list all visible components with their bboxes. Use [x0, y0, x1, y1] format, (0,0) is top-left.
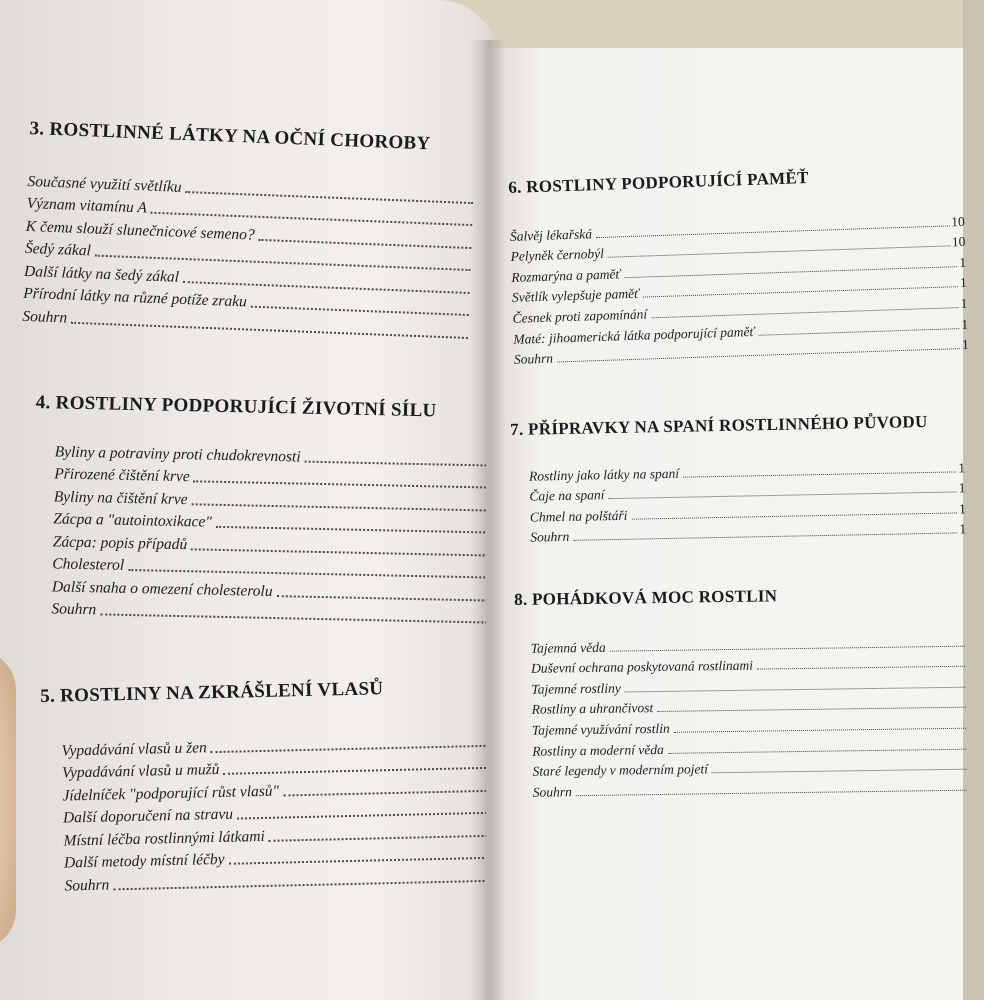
dot-leader — [576, 784, 967, 795]
entry-label: Souhrn — [513, 350, 554, 368]
section-heading: 4. ROSTLINY PODPORUJÍCÍ ŽIVOTNÍ SÍLU — [35, 392, 437, 422]
section-heading: 6. ROSTLINY PODPORUJÍCÍ PAMĚŤ — [508, 168, 810, 197]
page-number: 1 — [961, 336, 970, 353]
page-number: 1 — [960, 295, 968, 312]
entry-label: K čemu slouží slunečnicové semeno? — [25, 217, 256, 244]
entry-label: Cholesterol — [52, 555, 125, 574]
section-6 — [508, 162, 984, 368]
page-number: 1 — [959, 521, 967, 537]
entry-label: Jídelníček "podporující růst vlasů" — [62, 782, 280, 805]
dot-leader — [683, 466, 956, 477]
thumb — [0, 650, 16, 950]
section-entries — [51, 438, 495, 627]
entry-label: Zácpa: popis případů — [52, 532, 188, 553]
section-3 — [22, 118, 500, 343]
dot-leader — [573, 528, 957, 541]
page-number: 1 — [959, 275, 967, 291]
entry-label: Místní léčba rostlinnými látkami — [63, 827, 265, 850]
page-number: 1 — [959, 254, 967, 270]
page-number: 10 — [950, 213, 965, 229]
entry-label: Tajemné využívání rostlin — [531, 720, 670, 738]
entry-label: Další metody místní léčby — [63, 850, 225, 872]
entry-label: Byliny a potraviny proti chudokrevnosti — [54, 442, 301, 466]
entry-label: Souhrn — [530, 529, 570, 546]
page-number: 1 — [958, 480, 966, 496]
entry-label: Souhrn — [64, 875, 110, 894]
entry-label: Souhrn — [22, 307, 68, 327]
entry-label: Souhrn — [532, 783, 572, 800]
dot-leader — [610, 640, 965, 651]
dot-leader — [100, 608, 491, 623]
entry-label: Rostliny a uhrančivost — [531, 700, 654, 718]
entry-label: Souhrn — [51, 600, 97, 619]
dot-leader — [657, 702, 966, 712]
section-heading: 8. POHÁDKOVÁ MOC ROSTLIN — [514, 586, 778, 609]
entry-label: Staré legendy v moderním pojetí — [532, 761, 709, 779]
section-entries — [531, 630, 969, 801]
section-entries — [510, 209, 970, 368]
section-7 — [510, 411, 972, 546]
section-heading: 5. ROSTLINY NA ZKRÁŠLENÍ VLASŮ — [40, 678, 384, 707]
entry-label: Světlík vylepšuje paměť — [511, 286, 640, 306]
entry-label: Duševní ochrana poskytovaná rostlinami — [530, 657, 754, 676]
section-4 — [31, 392, 496, 628]
entry-label: Tajemné rostliny — [531, 680, 621, 697]
dot-leader — [674, 723, 966, 733]
entry-label: Rostliny jako látky na spaní — [528, 465, 680, 484]
right-book-page — [486, 48, 970, 1000]
section-heading: 3. ROSTLINNÉ LÁTKY NA OČNÍ CHOROBY — [29, 118, 431, 155]
section-8 — [514, 584, 977, 801]
entry-label: Další snaha o omezení cholesterolu — [51, 577, 273, 600]
section-entries — [22, 168, 474, 343]
entry-label: Byliny na čištění krve — [53, 487, 188, 508]
entry-label: Šedý zákal — [24, 239, 92, 260]
entry-label: Další látky na šedý zákal — [23, 262, 180, 286]
entry-label: Chmel na polštáři — [529, 507, 628, 525]
section-entries — [61, 728, 500, 895]
entry-label: Rostliny a moderní věda — [532, 741, 664, 759]
page-number: 1 — [958, 501, 966, 517]
dot-leader — [625, 681, 966, 692]
entry-label: Vypadávání vlasů u mužů — [61, 760, 220, 782]
page-number: 1 — [958, 459, 966, 475]
entry-label: Vypadávání vlasů u žen — [61, 738, 207, 760]
entry-label: Rozmarýna a paměť — [511, 266, 621, 285]
dot-leader — [113, 874, 500, 890]
entry-label: Přirozené čištění krve — [54, 465, 190, 486]
entry-label: Čaje na spaní — [529, 487, 605, 504]
dot-leader — [269, 829, 500, 841]
entry-label: Zácpa a "autointoxikace" — [53, 510, 213, 531]
entry-label: Tajemná věda — [530, 639, 606, 656]
section-entries — [529, 455, 967, 546]
dot-leader — [276, 590, 491, 602]
dot-leader — [71, 316, 468, 338]
section-5 — [40, 676, 501, 896]
page-number: 10 — [951, 234, 966, 250]
page-number: 1 — [961, 316, 969, 332]
section-heading: 7. PŘÍPRAVKY NA SPANÍ ROSTLINNÉHO PŮVODU — [510, 411, 928, 439]
dot-leader — [305, 455, 495, 466]
entry-label: Přírodní látky na různé potíže zraku — [22, 284, 248, 311]
entry-label: Šalvěj lékařská — [509, 225, 593, 244]
dot-leader — [283, 784, 498, 796]
dot-leader — [557, 343, 960, 362]
entry-label: Pelyněk černobýl — [510, 246, 605, 265]
entry-label: Současné využití světlíku — [27, 172, 182, 196]
dot-leader — [757, 661, 965, 670]
book-gutter-shadow — [470, 40, 506, 1000]
dot-leader — [668, 743, 966, 753]
entry-label: Další doporučení na stravu — [62, 805, 234, 827]
entry-label: Česnek proti zapomínání — [512, 306, 648, 326]
entry-label: Význam vitamínu A — [26, 194, 148, 217]
dot-leader — [712, 764, 967, 774]
entry-label: Maté: jihoamerická látka podporující paměť — [513, 323, 755, 347]
